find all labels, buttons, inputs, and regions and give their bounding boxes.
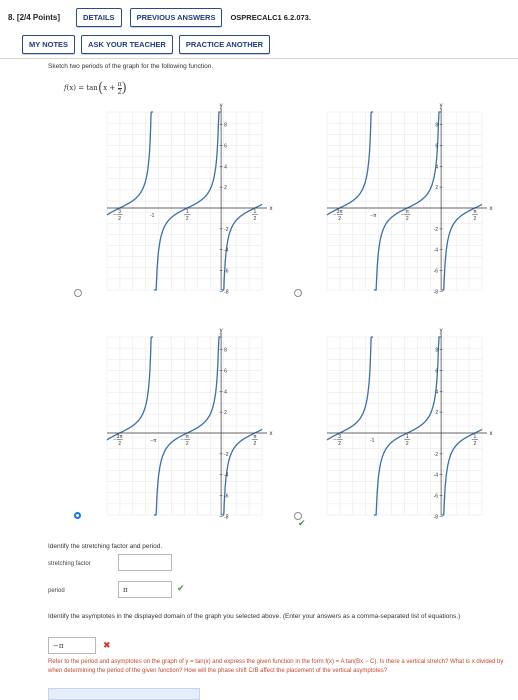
submit-bar[interactable]	[48, 688, 200, 700]
graph-option-a	[82, 100, 282, 295]
xtick-neg3-2-sign: −	[113, 212, 117, 218]
y-tick-label-y8: 8	[435, 347, 439, 354]
xtick-1-2-num: 1	[253, 209, 257, 215]
y-axis-label: y	[219, 103, 223, 109]
y-tick-label-y2: 2	[435, 185, 439, 192]
graph-option-d	[302, 325, 502, 520]
xtick-neg3-2-num: 3	[338, 434, 342, 440]
asymptote-heading: Identify the asymptotes in the displayed domain of the graph you selected above. (Enter your answers as a comma-separated list of equations.)	[48, 613, 461, 620]
y-tick-label-yn6: -6	[433, 493, 439, 500]
question-prompt: Sketch two periods of the graph for the following function.	[48, 63, 214, 70]
question-number: 8. [2/4 Points]	[8, 13, 61, 22]
x-axis-label: x	[489, 431, 493, 437]
y-tick-label-yn4: -4	[224, 247, 229, 254]
xtick-negpi-2-den: 2	[185, 441, 189, 447]
y-tick-label-y4: 4	[435, 389, 439, 396]
y-tick-label-yn8: -8	[433, 514, 439, 520]
y-tick-label-y4: 4	[224, 164, 227, 171]
y-tick-label-y2: 2	[435, 410, 439, 417]
xtick-neg3pi-2-sign: −	[113, 437, 117, 443]
xtick-negpi-2-sign: −	[400, 212, 404, 218]
y-tick-label-y6: 6	[435, 368, 439, 375]
y-tick-label-y2: 2	[224, 185, 227, 192]
xtick-neg1: -1	[369, 438, 375, 444]
y-tick-label-yn4: -4	[433, 247, 439, 254]
y-axis-label: y	[439, 103, 443, 109]
y-tick-label-y8: 8	[224, 347, 227, 354]
tan-curve	[327, 337, 373, 440]
xtick-neg3pi-2-sign: −	[333, 212, 337, 218]
function-expression: f(x) = tan(x + $\frac{\pi}{2}$ )	[64, 80, 127, 96]
graph-option-b	[302, 100, 502, 295]
tan-curve	[107, 112, 153, 215]
x-axis-label: x	[269, 206, 273, 212]
y-tick-label-yn8: -8	[224, 289, 229, 295]
xtick-negpi: −π	[150, 438, 157, 444]
y-tick-label-yn4: -4	[224, 472, 229, 479]
xtick-negpi: −π	[370, 213, 377, 219]
xtick-neg3pi-2-den: 2	[118, 441, 122, 447]
xtick-pi-2-den: 2	[253, 441, 257, 447]
xtick-neg3-2-den: 2	[118, 216, 122, 222]
xtick-neg1: -1	[149, 213, 155, 219]
y-tick-label-y4: 4	[435, 164, 439, 171]
tan-curve	[107, 337, 153, 440]
xtick-negpi-2-num: π	[185, 434, 190, 440]
period-input[interactable]: π	[118, 581, 172, 598]
radio-option-c[interactable]	[74, 512, 81, 519]
question-header	[8, 8, 311, 27]
xtick-pi-2-num: π	[473, 209, 477, 215]
graph-option-c	[82, 325, 282, 520]
xtick-1-2-den: 2	[473, 441, 477, 447]
wrong-x-icon: ✖	[103, 640, 111, 650]
xtick-1-2-num: 1	[473, 434, 477, 440]
y-tick-label-y8: 8	[435, 122, 439, 129]
y-tick-label-y6: 6	[435, 143, 439, 150]
xtick-neg3-2-num: 3	[118, 209, 122, 215]
y-tick-label-y2: 2	[224, 410, 227, 417]
xtick-neg1-2-num: 1	[185, 209, 189, 215]
y-tick-label-yn6: -6	[224, 268, 229, 275]
y-tick-label-y6: 6	[224, 143, 227, 150]
divider	[0, 58, 518, 59]
xtick-neg1-2-den: 2	[185, 216, 189, 222]
xtick-pi-2-num: π	[253, 434, 257, 440]
ask-teacher-button[interactable]: ASK YOUR TEACHER	[81, 35, 173, 54]
my-notes-button[interactable]: MY NOTES	[22, 35, 75, 54]
xtick-neg3pi-2-num: 3π	[336, 209, 343, 215]
previous-answers-button[interactable]: PREVIOUS ANSWERS	[130, 8, 223, 27]
y-tick-label-yn2: -2	[433, 451, 439, 458]
question-toolbar	[22, 35, 270, 54]
period-check-icon: ✔	[177, 583, 185, 593]
y-tick-label-y8: 8	[224, 122, 227, 129]
fraction: $\frac{\pi}{2}$	[117, 80, 122, 96]
xtick-negpi-2-num: π	[405, 209, 410, 215]
y-axis-label: y	[219, 328, 223, 334]
y-axis-label: y	[439, 328, 443, 334]
details-button[interactable]: DETAILS	[76, 8, 122, 27]
xtick-negpi-2-den: 2	[405, 216, 409, 222]
correct-check-icon: ✔	[298, 518, 306, 528]
y-tick-label-yn2: -2	[433, 226, 439, 233]
tan-curve	[327, 112, 373, 215]
radio-option-b[interactable]	[294, 289, 302, 297]
practice-another-button[interactable]: PRACTICE ANOTHER	[179, 35, 270, 54]
y-tick-label-yn2: -2	[224, 451, 229, 458]
stretch-label: stretching factor	[48, 561, 91, 567]
x-axis-label: x	[269, 431, 273, 437]
xtick-negpi-2-sign: −	[180, 437, 184, 443]
question-code: OSPRECALC1 6.2.073.	[230, 13, 311, 22]
xtick-1-2-den: 2	[253, 216, 257, 222]
stretch-input[interactable]	[118, 554, 172, 571]
y-tick-label-yn8: -8	[224, 514, 229, 520]
asymptote-input[interactable]: −π	[48, 637, 96, 654]
radio-option-a[interactable]	[74, 289, 82, 297]
y-tick-label-y6: 6	[224, 368, 227, 375]
xtick-neg3-2-den: 2	[338, 441, 342, 447]
xtick-neg3pi-2-den: 2	[338, 216, 342, 222]
y-tick-label-yn8: -8	[433, 289, 439, 295]
period-label: period	[48, 588, 65, 594]
y-tick-label-yn4: -4	[433, 472, 439, 479]
xtick-neg3pi-2-num: 3π	[116, 434, 123, 440]
y-tick-label-yn6: -6	[433, 268, 439, 275]
x-axis-label: x	[489, 206, 493, 212]
xtick-neg1-2-den: 2	[405, 441, 409, 447]
stretch-heading: Identify the stretching factor and period.	[48, 543, 163, 550]
feedback-text: Refer to the period and asymptotes on the graph of y = tan(x) and express the given function in the form f(x) = A tan(Bx − C). Is there a vertical stretch? What is x divided by when determining the period of the given function? How will the phase shift C/B affect the placement of the vertical asymptotes?	[48, 659, 504, 674]
xtick-neg3-2-sign: −	[333, 437, 337, 443]
xtick-pi-2-den: 2	[473, 216, 477, 222]
y-tick-label-yn2: -2	[224, 226, 229, 233]
y-tick-label-y4: 4	[224, 389, 227, 396]
y-tick-label-yn6: -6	[224, 493, 229, 500]
xtick-neg1-2-num: 1	[405, 434, 409, 440]
